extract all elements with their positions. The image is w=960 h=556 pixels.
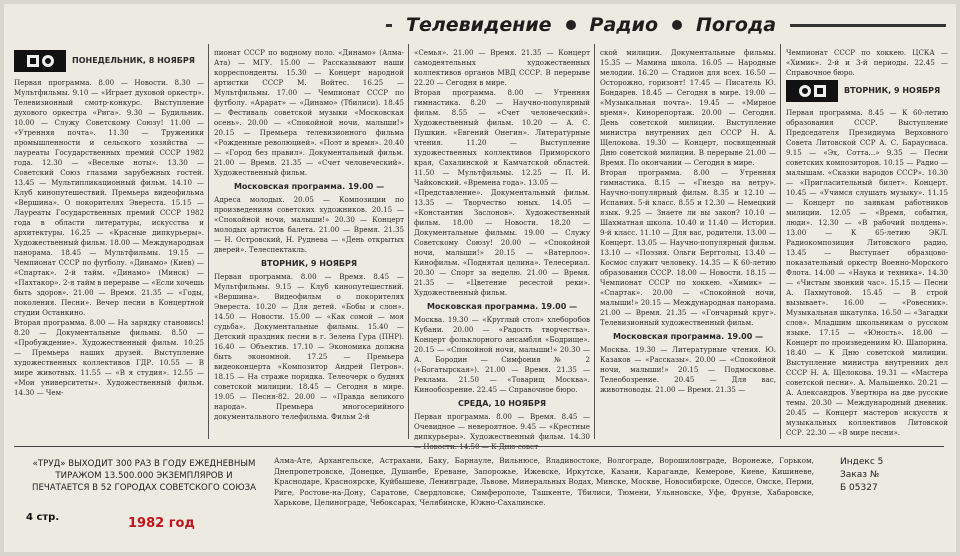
program-text: Москва. 19.30 — Литературные чтения. Ю. Казаков — «Рассказы». 20.00 — «Спокойной ночи, малыши!» 20.15 — Подмосковье. Телеобозрение. 20.45 — Для вас, животноводы. 21.00 — Время. 21.35 — [600, 345, 776, 394]
circulation-note: «ТРУД» ВЫХОДИТ 300 РАЗ В ГОДУ ЕЖЕДНЕВНЫМ ТИРАЖОМ 13.500.000 ЭКЗЕМПЛЯРОВ И ПЕЧАТАЕТСЯ В 52 ГОРОДАХ СОВЕТСКОГО СОЮЗА [31, 459, 256, 493]
print-code: Б 05327 [840, 483, 878, 493]
day-heading: СРЕДА, 10 НОЯБРЯ [457, 399, 547, 408]
year-annotation: 1982 год [128, 516, 195, 531]
newspaper-page [4, 4, 956, 552]
column-1 [14, 48, 204, 438]
program-text: Москва. 19.30 — «Круглый стол» хлеборобов Кубани. 20.00 — «Радость творчества». Концерт фольклорного ансамбля «Бодрище». 20.15 — «Спокойной ночи, малыши!» 20.30 — А. Бородин — Симфония № 2 («Богатырская»). 21.00 — Время. 21.35 — Реклама. 21.50 — «Товарищ Москва». Кинообозрение. 22.45 — Справочное бюро. [414, 315, 590, 394]
program-text: Первая программа. 8.00 — Время. 8.45 — Очевидное — невероятное. 9.45 — «Крестные дипкурьеры». Художественный фильм. 14.30 [414, 412, 590, 441]
index-number: Индекс 5 [840, 457, 884, 467]
program-text: Первая программа. 8.45 — К 60-летию образования СССР. Выступление Председателя Президиума Верховного Совета Литовской ССР А. С. Барауснаса. 9.15 — «Эх, Сотта...» 9.35 — Песни советских композиторов. 10.15 — Радио — малышам. «Сказки народов СССР». 10.30 — «Пригласительный билет». Концерт. 10.45 — «Учимся слушать музыку». 11.15 — Концерт по заявкам работников милиции. 12.05 — «Время, события, люди». 12.30 — «В рабочий полдень». 13.00 — К 65-летию ЭКЛ. Радиокомпозиция Литовского радио. 13.45 — Выступает образцово-показательный оркестр Военно-Морского Флота. 14.00 — «Наука и техника». 14.30 — «Чистым звонкий час». 15.15 — Песни А. Пахмутовой. 15.45 — В строй вызывает». 16.00 — «Ровесник». Музыкальная шкатулка. 16.50 — «Загадки слов». Младшим школьникам о русском языке. 17.15 — «Юность». 18.00 — Концерт по произведениям Ю. Шапорина. 18.40 — К Дню советской милиции. Выступление министра внутренних дел СССР Н. А. Щелокова. 19.31 — «Мастера советской песни». А. Мальшенко. 20.21 — А. Александров. Увертюра на две русские темы. 20.30 — Международный дневник. 20.45 — Концерт мастеров искусств и музыкальных коллективов Литовской ССР. 22.30 — «В мире песни». [786, 108, 948, 437]
banner-item-tv: Телевидение [406, 14, 552, 36]
program-text: Чемпионат СССР по хоккею. ЦСКА — «Химик». 2-й и 3-й периоды. 22.45 — Справочное бюро. [786, 48, 948, 77]
bullet-icon [672, 20, 682, 30]
day-heading: ВТОРНИК, 9 НОЯБРЯ [260, 259, 358, 268]
day-heading: ВТОРНИК, 9 НОЯБРЯ [844, 86, 941, 95]
column-5 [786, 48, 948, 438]
tv-logo-icon [786, 80, 838, 102]
program-text: ской милиции. Документальные фильмы. 15.35 — Мамина школа. 16.05 — Народные мелодии. 16.20 — Стадион для всех. 16.50 — Осторожно, горизонт! 17.45 — Писатель Ю. Бондарев. 18.45 — Сегодня в мире. 19.00 — «Музыкальная почта». 19.45 — «Мирное время». Кинорепортаж. 20.00 — Сегодня. День советской милиции. Выступление министра внутренних дел СССР Н. А. Щелокова. 19.30 — Концерт, посвященный Дню советской милиции. В перерыве 21.00 — Время. По окончании — Сегодня в мире. [600, 48, 776, 167]
tv-logo-monday [14, 50, 204, 72]
cities-list: Алма-Ате, Архангельске, Астрахани, Баку, Барнауле, Вильнюсе, Владивостоке, Волгограде, Ворошиловграде, Воронеже, Горьком, Днепропетровске, Донецке, Душанбе, Ереване, Запорожье, Ижевске, Иркутске, Казани, Караганде, Кемерове, Киеве, Кишиневе, Краснодаре, Красноярске, Куйбышеве, Ленинграде, Львове, Минеральных Водах, Минске, Москве, Новосибирске, Одессе, Омске, Перми, Риге, Ростове-на-Дону, Саратове, Свердловске, Симферополе, Ташкенте, Тбилиси, Тюмени, Ульяновске, Уфе, Фрунзе, Хабаровске, Харькове, Целинограде, Чебоксарах, Челябинске, Южно-Сахалинске. [274, 456, 814, 507]
program-text: пионат СССР по водному поло. «Динамо» (Алма-Ата) — МГУ. 15.00 — Рассказывают наши корреспонденты. 15.30 — Концерт народной артистки СССР М. Войтес. 16.25 — Мультфильмы. 17.00 — Чемпионат СССР по футболу. «Арарат» — «Динамо» (Тбилиси). 18.45 — Фестиваль советской музыки «Московская осень». 20.00 — «Спокойной ночи, малыши!» 20.15 — Премьера телевизионного фильма «Рожденные революцией». «Поэт и время». 20.40 — «Город без правил». Документальный фильм. 21.00 — Время. 21.35 — «Счет человеческий». Художественный фильм. [214, 48, 404, 177]
banner-item-radio: Радио [589, 14, 659, 36]
bullet-icon [566, 20, 576, 30]
section-heading: Московская программа. 19.00 — [426, 302, 578, 311]
banner-rule-left [386, 24, 392, 27]
program-text: Первая программа. 8.00 — Новости. 8.30 — Мультфильмы. 9.10 — «Играет духовой оркестр». Телевизионный смотр-конкурс. Выступление духового оркестра «Рига». 9.30 — Будильник. 10.00 — Служу Советскому Союзу! 11.00 — «Утренняя почта». 11.30 — Труженики промышленности и сельского хозяйства — лауреаты Государственных премий СССР 1982 года. 12.30 — «Веселые ноты». 13.30 — Советский Союз глазами зарубежных гостей. 13.45 — Мультипликационный фильм. 14.10 — Клуб кинопутешествий. Премьера видеофильма «Вершина». О покорителях Эвереста. 15.15 — Лауреаты Государственных премий СССР 1982 года в области литературы, искусства и архитектуры. 16.25 — «Красные дипкурьеры». Художественный фильм. 18.00 — Международная панорама. 18.45 — Мультфильмы. 19.15 — Чемпионат СССР по футболу. «Динамо» (Киев) — «Спартак». 2-й тайм. «Динамо» (Минск) — «Пахтакор». 2-я тайм в перерыве — «Если хочешь быть здоров». 21.00 — Время. 21.35 — «Годы, поколения. Песни». Вечер песни в Концертной студии Останкино. [14, 78, 204, 317]
banner-item-weather: Погода [696, 14, 777, 36]
section-heading: Московская программа. 19.00 — [612, 332, 764, 341]
program-text: Вторая программа. 8.00 — Утренняя гимнастика. 8.15 — «Гнездо на ветру». Научно-популярный фильм. 8.35 и 12.10 — Испания. 5-й класс. 8.55 и 12.30 — Немецкий язык. 9.25 — Знаете ли вы закон? 10.10 — Шахматная школа. 10.40 и 11.40 — История. 9-й класс. 11.10 — Для вас, родители. 13.00 — Концерт. 13.05 — Научно-популярный фильм. 13.10 — «Поэзия. Ольги Берггольц. 13.40 — Космос служит человеку. 14.35 — К 60-летию образования СССР. 18.00 — Новости. 18.15 — Чемпионат СССР по хоккею. «Химик» — «Спартак». 20.00 — «Спокойной ночи, малыши!» 20.15 — Международная панорама. 21.00 — Время. 21.35 — «Гончарный круг». Телевизионный художественный фильм. [600, 168, 776, 327]
program-text: Адреса молодых. 20.05 — Композиции по произведениям советских художников. 20.15 — «Спокойной ночи, малыши!» 20.30 — Концерт молодых артистов балета. 21.00 — Время. 21.35 — Н. Островский, Н. Руднева — «День открытых дверей». Телеспектакль. [214, 195, 404, 254]
day-heading: ПОНЕДЕЛЬНИК, 8 НОЯБРЯ [72, 56, 195, 65]
page-number: 4 стр. [26, 512, 60, 523]
column-3 [414, 48, 590, 441]
column-4 [600, 48, 776, 438]
column-2 [214, 48, 404, 438]
program-text: «Семья». 21.00 — Время. 21.35 — Концерт самодеятельных художественных коллективов органов МВД СССР. В перерыве 22.20 — Сегодня в мире. [414, 48, 590, 87]
program-text: Вторая программа. 8.00 — На зарядку становись! 8.20 — Документальные фильмы. 8.50 — «Пробуждение». Художественный фильм. 10.25 — Премьера наших друзей. Выступление художественных коллективов ГДР. 10.55 — В мире животных. 11.55 — «В я студия». 12.55 — «Мои университеты». Художественный фильм. 14.30 — Чем- [14, 318, 204, 397]
print-info [840, 456, 950, 495]
section-banner [386, 10, 946, 40]
program-text: Вторая программа. 8.00 — Утренняя гимнастика. 8.20 — Научно-популярный фильм. 8.55 — «Счет человеческий». Художественный фильм. 10.20 — А. С. Пушкин. «Евгений Онегин». Литературные чтения. 11.20 — Выступление художественных коллективов Приморского края, Сахалинской и Камчатской областей. 11.50 — Мультфильмы. 12.25 — П. И. Чайковский. «Времена года». 13.05 — [414, 88, 590, 187]
tv-logo-tuesday [786, 80, 948, 102]
column-divider [594, 44, 595, 439]
banner-rule-right [790, 24, 946, 27]
column-divider [208, 44, 209, 439]
program-text: Первая программа. 8.00 — Время. 8.45 — Мультфильмы. 9.15 — Клуб кинопутешествий. «Вершина». Видеофильм о покорителях Эвереста. 10.20 — Для детей. «Бобы и слон». 14.50 — Новости. 15.00 — «Как сомой — моя судьба». Документальные фильмы. 15.40 — Детский праздник песни в г. Зелена Гура (ПНР). 16.40 — Объектив. 17.10 — Экономика должна быть экономной. 17.25 — Премьера видеоконцерта «Композитор Андрей Петров». 18.15 — На страже порядка. Телеочерк о буднях советской милиции. 18.45 — Сегодня в мире. 19.05 — Песня-82. 20.00 — «Правда великого народа». Премьера многосерийного документального телефильма. Фильм 2-й [214, 272, 404, 421]
program-text: «Представление». Документальный фильм. 13.35 — Творчество юных. 14.05 — «Константин Заслонов». Художественный фильм. 18.00 — Новости. 18.20 — Документальные фильмы. 19.00 — Служу Советскому Союзу! 20.00 — «Спокойной ночи, малыши!» 20.15 — «Ватерлоо». Кинофильм. «Поднятая целина». Телесериал. 20.30 — Спорт за неделю. 21.00 — Время. 21.35 — «Цветение ресестой реки». Художественный фильм. [414, 188, 590, 297]
footer-rule [14, 446, 944, 447]
column-divider [408, 44, 409, 439]
section-heading: Московская программа. 19.00 — [233, 182, 385, 191]
column-divider [780, 44, 781, 439]
order-number: Заказ № [840, 470, 880, 480]
tv-logo-icon [14, 50, 66, 72]
